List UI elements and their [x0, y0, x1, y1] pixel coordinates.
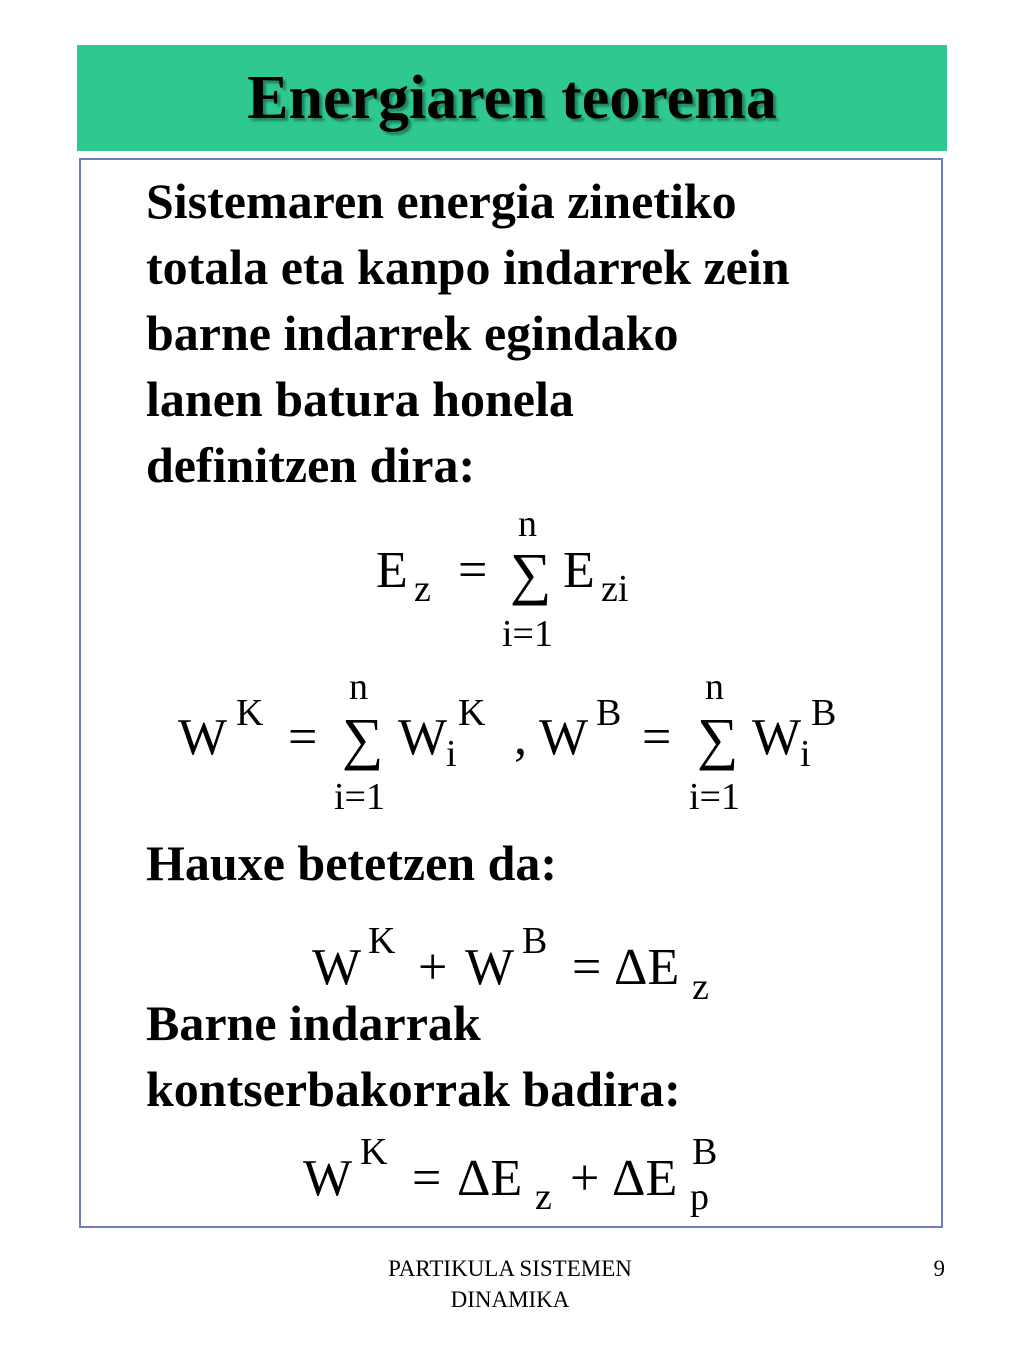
eq4-delta-ez: ΔE — [457, 1150, 523, 1207]
eq2-lower-limit-1: i=1 — [334, 776, 385, 818]
eq2-wi1: W — [398, 709, 448, 766]
barne-line: kontserbakorrak badira: — [146, 1061, 681, 1117]
eq4-delta-ep-sup: B — [692, 1131, 718, 1173]
eq2-wi1-sup: K — [458, 692, 486, 734]
hauxe-paragraph — [146, 830, 557, 896]
slide-title: Energiaren teorema — [247, 64, 777, 132]
eq2-wi2-sup: B — [811, 692, 837, 734]
intro-line: barne indarrek egindako — [146, 305, 679, 361]
eq1-lower-limit: i=1 — [502, 613, 553, 655]
eq3-w1-sup: K — [368, 920, 396, 962]
footer-line-2: DINAMIKA — [450, 1287, 570, 1312]
eq1-lhs: E — [376, 542, 408, 599]
eq2-w1-sup: K — [236, 692, 264, 734]
eq3-w2: W — [465, 939, 515, 996]
eq4-delta-ep-sub: p — [690, 1176, 709, 1218]
intro-line: lanen batura honela — [146, 371, 574, 427]
eq3-plus: + — [418, 939, 448, 996]
eq3-equals: = — [572, 939, 602, 996]
intro-line: totala eta kanpo indarrek zein — [146, 239, 790, 295]
eq4-w-sup: K — [360, 1131, 388, 1173]
eq2-wi1-sub: i — [446, 733, 457, 775]
eq3-w1: W — [312, 939, 362, 996]
eq1-lhs-sub: z — [414, 568, 431, 610]
eq1-upper-limit: n — [518, 503, 537, 545]
eq3-rhs-sub: z — [692, 966, 709, 1008]
eq3-rhs: ΔE — [614, 939, 680, 996]
eq4-w: W — [303, 1150, 353, 1207]
page-number: 9 — [933, 1256, 945, 1281]
intro-paragraph — [146, 168, 790, 498]
eq1-equals: = — [458, 542, 488, 599]
intro-line: definitzen dira: — [146, 437, 476, 493]
eq2-lower-limit-2: i=1 — [689, 776, 740, 818]
eq2-upper-limit-2: n — [705, 666, 724, 708]
eq1-rhs: E — [563, 542, 595, 599]
eq2-equals-1: = — [288, 709, 318, 766]
eq2-sum-symbol-2: ∑ — [697, 706, 739, 771]
barne-line: Barne indarrak — [146, 995, 481, 1051]
eq1-sum-symbol: ∑ — [510, 541, 552, 606]
eq2-wi2: W — [752, 709, 802, 766]
footer-line-1: PARTIKULA SISTEMEN — [388, 1256, 632, 1281]
eq4-equals: = — [412, 1150, 442, 1207]
eq2-upper-limit-1: n — [349, 666, 368, 708]
eq2-sum-symbol-1: ∑ — [342, 706, 384, 771]
eq4-plus: + — [570, 1150, 600, 1207]
footer-title — [340, 1253, 680, 1315]
hauxe-line: Hauxe betetzen da: — [146, 835, 558, 891]
title-bar — [77, 45, 947, 151]
eq2-comma-w2: , W — [514, 709, 589, 766]
eq2-wi2-sub: i — [800, 733, 811, 775]
eq2-w2-sup: B — [596, 692, 622, 734]
eq4-delta-ep: ΔE — [612, 1150, 678, 1207]
intro-line: Sistemaren energia zinetiko — [146, 173, 737, 229]
eq3-w2-sup: B — [522, 920, 548, 962]
eq1-rhs-sub: zi — [601, 568, 629, 610]
eq4-delta-ez-sub: z — [535, 1176, 552, 1218]
eq2-w1: W — [178, 709, 228, 766]
barne-paragraph — [146, 990, 681, 1122]
eq2-equals-2: = — [642, 709, 672, 766]
